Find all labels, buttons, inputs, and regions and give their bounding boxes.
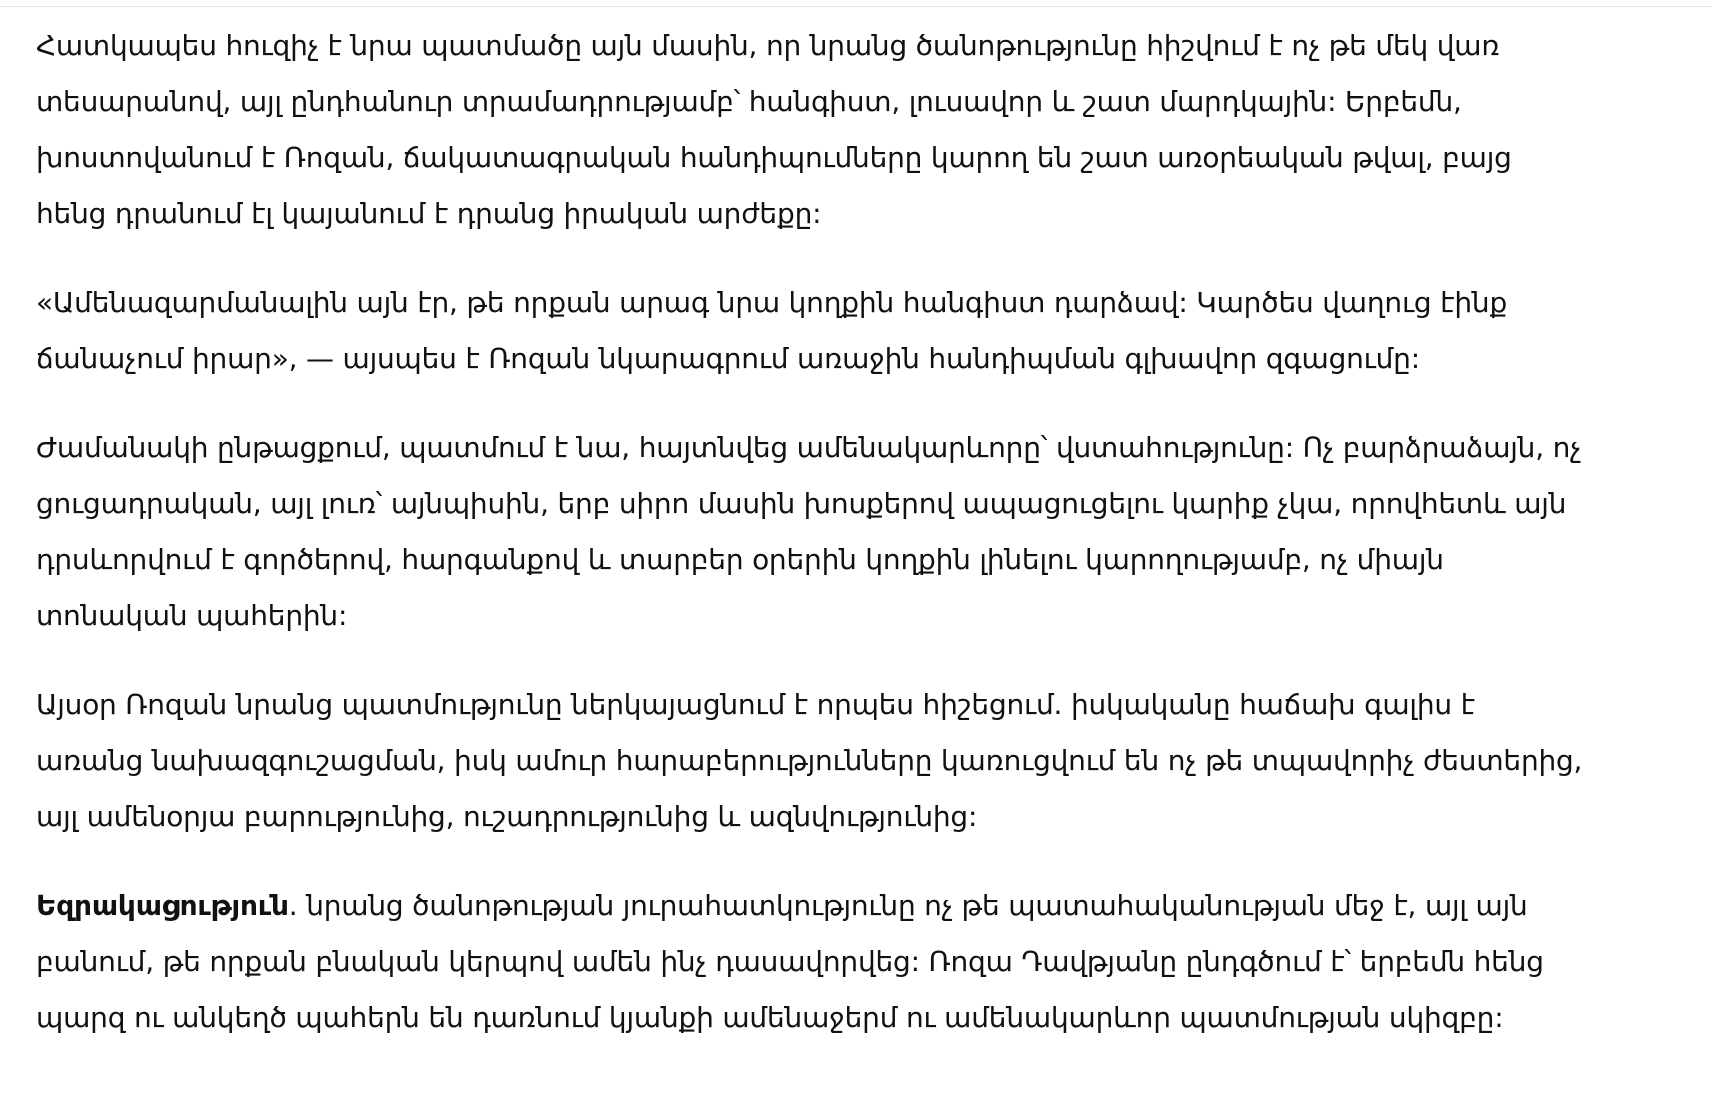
conclusion-lead: Եզրակացություն — [36, 889, 289, 922]
conclusion-paragraph — [36, 878, 1584, 1046]
paragraph-1: Հատկապես հուզիչ է նրա պատմածը այն մասին, որ նրանց ծանոթությունը հիշվում է ոչ թե մեկ վառ տեսարանով, այլ ընդհանուր տրամադրությամբ՝ հանգիստ, լուսավոր և շատ մարդկային: Երբեմն, խոստովանում է Ռոզան, ճակատագրական հանդիպումները կարող են շատ առօրեական թվալ, բայց հենց դրանում էլ կայանում է դրանց իրական արժեքը: — [36, 29, 1512, 230]
article-body — [36, 18, 1584, 1046]
top-divider — [0, 6, 1712, 7]
conclusion-text: . նրանց ծանոթության յուրահատկությունը ոչ թե պատահականության մեջ է, այլ այն բանում, թե որքան բնական կերպով ամեն ինչ դասավորվեց: Ռոզա Դավթյանը ընդգծում է՝ երբեմն հենց պարզ ու անկեղծ պահերն են դառնում կյանքի ամենաջերմ ու ամենակարևոր պատմության սկիզբը: — [36, 889, 1544, 1034]
paragraph-3: Ժամանակի ընթացքում, պատմում է նա, հայտնվեց ամենակարևորը՝ վստահությունը: Ոչ բարձրաձայն, ոչ ցուցադրական, այլ լուռ՝ այնպիսին, երբ սիրո մասին խոսքերով ապացուցելու կարիք չկա, որովհետև այն դրսևորվում է գործերով, հարգանքով և տարբեր օրերին կողքին լինելու կարողությամբ, ոչ միայն տոնական պահերին: — [36, 431, 1582, 632]
paragraph-2: «Ամենազարմանալին այն էր, թե որքան արագ նրա կողքին հանգիստ դարձավ: Կարծես վաղուց էինք ճանաչում իրար», — այսպես է Ռոզան նկարագրում առաջին հանդիպման գլխավոր զգացումը: — [36, 286, 1508, 375]
paragraph-4: Այսօր Ռոզան նրանց պատմությունը ներկայացնում է որպես հիշեցում. իսկականը հաճախ գալիս է առանց նախազգուշացման, իսկ ամուր հարաբերությունները կառուցվում են ոչ թե տպավորիչ ժեստերից, այլ ամենօրյա բարությունից, ուշադրությունից և ազնվությունից: — [36, 688, 1583, 833]
